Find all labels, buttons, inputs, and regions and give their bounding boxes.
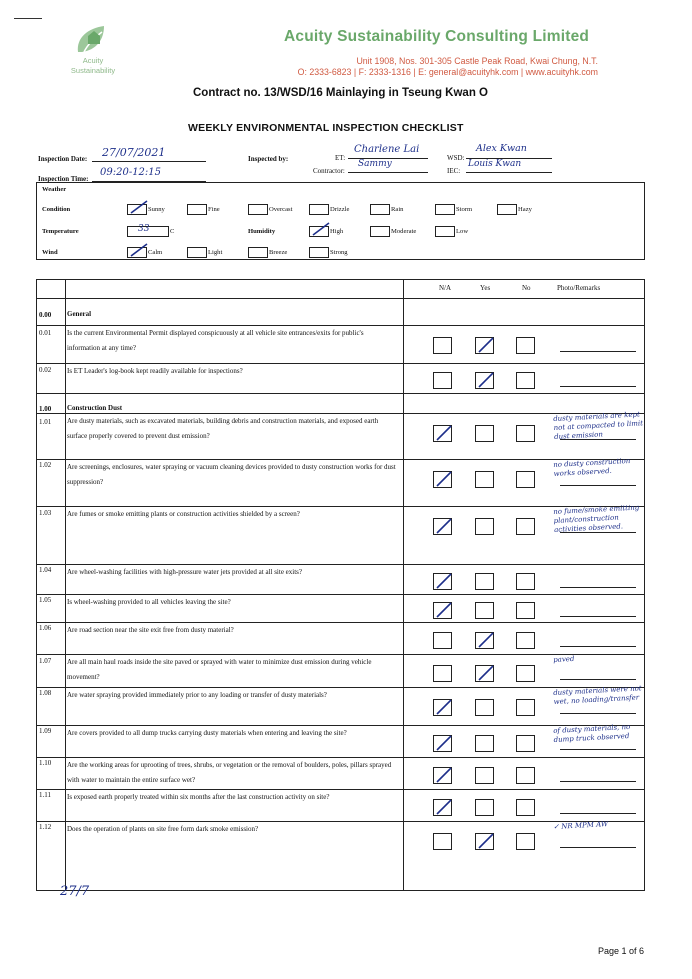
remark-line <box>560 713 636 714</box>
answer-checkbox-yes[interactable] <box>475 602 494 619</box>
item-number: 1.08 <box>39 689 52 697</box>
remark-line <box>560 847 636 848</box>
weather-title: Weather <box>42 186 67 193</box>
condition-fine-checkbox[interactable] <box>187 204 207 215</box>
item-number: 1.03 <box>39 509 52 517</box>
wind-breeze-checkbox[interactable] <box>248 247 268 258</box>
item-question: Is exposed earth properly treated within six months after the last construction activity on site? <box>67 793 330 801</box>
time-value: 09:20-12:15 <box>100 167 162 178</box>
condition-rain-checkbox[interactable] <box>370 204 390 215</box>
humidity-option-low: Low <box>456 228 469 235</box>
check-mark-icon <box>476 664 495 681</box>
item-question: Are wheel-washing facilities with high-pressure water jets provided at all site exits? <box>67 568 303 576</box>
check-mark-icon <box>434 798 453 815</box>
condition-label: Condition <box>42 206 71 213</box>
check-mark-icon <box>434 424 453 441</box>
item-number: 1.01 <box>39 418 52 426</box>
check-mark-icon <box>311 221 331 237</box>
remark-line <box>560 679 636 680</box>
answer-checkbox-no[interactable] <box>516 573 535 590</box>
item-question: Are water spraying provided immediately prior to any loading or transfer of dusty materials? <box>67 691 327 699</box>
row-divider <box>37 393 644 394</box>
item-number: 1.05 <box>39 596 52 604</box>
logo-text <box>58 56 128 76</box>
item-number: 1.12 <box>39 823 52 831</box>
iec-value: Louis Kwan <box>468 159 522 169</box>
condition-option-rain: Rain <box>391 206 404 213</box>
condition-drizzle-checkbox[interactable] <box>309 204 329 215</box>
et-field[interactable] <box>348 146 428 159</box>
wsd-label: WSD: <box>447 154 465 162</box>
item-question: Are all main haul roads inside the site paved or sprayed with water to minimize dust emission during vehicle movement? <box>67 658 372 681</box>
wind-option-light: Light <box>208 249 223 256</box>
answer-checkbox-yes[interactable] <box>475 799 494 816</box>
item-question: Are dusty materials, such as excavated materials, building debris and construction materials, and exposed earth surface properly covered to prevent dust emission? <box>67 417 379 440</box>
time-label: Inspection Time: <box>38 175 89 183</box>
answer-checkbox-yes[interactable] <box>475 699 494 716</box>
temperature-label: Temperature <box>42 228 79 235</box>
section-number: 1.00 <box>39 405 52 413</box>
remark-line <box>560 749 636 750</box>
item-question: Are screenings, enclosures, water spraying or vacuum cleaning devices provided to dusty construction works for dust suppression? <box>67 463 396 486</box>
condition-option-overcast: Overcast <box>269 206 293 213</box>
item-question: Is wheel-washing provided to all vehicles leaving the site? <box>67 598 231 606</box>
handwritten-remark: no fume/smoke emitting plant/construction activities observed. <box>553 503 640 534</box>
iec-field[interactable] <box>466 160 552 173</box>
handwritten-remark: ✓ NR MPM AW <box>553 820 609 831</box>
answer-checkbox-yes[interactable] <box>475 518 494 535</box>
page-number: Page 1 of 6 <box>597 946 644 956</box>
item-question: Are fumes or smoke emitting plants or construction activities shielded by a screen? <box>67 510 300 518</box>
section-number: 0.00 <box>39 311 52 319</box>
weather-section <box>36 182 645 260</box>
column-header-remarks: Photo/Remarks <box>557 284 601 292</box>
contractor-value: Sammy <box>358 159 392 169</box>
page-title: WEEKLY ENVIRONMENTAL INSPECTION CHECKLIST <box>188 122 464 134</box>
condition-option-hazy: Hazy <box>518 206 532 213</box>
contractor-field[interactable] <box>348 160 428 173</box>
column-divider <box>403 280 404 890</box>
company-contact: O: 2333-6823 | F: 2333-1316 | E: general@acuityhk.com | www.acuityhk.com <box>297 67 598 77</box>
check-mark-icon <box>129 242 149 258</box>
item-question: Is the current Environmental Permit displayed conspicuously at all vehicle site entrances/exits for public's information at any time? <box>67 329 364 352</box>
wsd-field[interactable] <box>466 143 552 159</box>
check-mark-icon <box>476 631 495 648</box>
answer-checkbox-na[interactable] <box>433 337 452 354</box>
inspected-by-label: Inspected by: <box>248 155 289 163</box>
remark-line <box>560 813 636 814</box>
item-number: 1.02 <box>39 461 52 469</box>
item-question: Are the working areas for uprooting of trees, shrubs, or vegetation or the removal of boulders, poles, pillars sprayed with water to maintain the entire surface wet? <box>67 761 392 784</box>
row-divider <box>37 298 644 299</box>
answer-checkbox-yes[interactable] <box>475 767 494 784</box>
handwritten-remark: paved <box>553 654 575 664</box>
contractor-label: Contractor: <box>313 167 345 175</box>
wind-light-checkbox[interactable] <box>187 247 207 258</box>
item-number: 1.04 <box>39 566 52 574</box>
item-question: Does the operation of plants on site free form dark smoke emission? <box>67 825 259 833</box>
wind-option-strong: Strong <box>330 249 348 256</box>
answer-checkbox-no[interactable] <box>516 337 535 354</box>
humidity-moderate-checkbox[interactable] <box>370 226 390 237</box>
checklist-table <box>36 279 645 891</box>
item-number: 1.09 <box>39 727 52 735</box>
answer-checkbox-no[interactable] <box>516 471 535 488</box>
time-field[interactable] <box>92 168 206 182</box>
logo-line-2: Sustainability <box>70 66 116 75</box>
iec-label: IEC: <box>447 167 461 175</box>
answer-checkbox-no[interactable] <box>516 735 535 752</box>
et-label: ET: <box>335 154 346 162</box>
company-logo-icon <box>70 22 114 60</box>
answer-checkbox-no[interactable] <box>516 602 535 619</box>
wind-option-calm: Calm <box>148 249 163 256</box>
handwritten-remark: dusty materials are kept not at compacted to limit dust emission <box>553 410 644 441</box>
item-question: Are covers provided to all dump trucks carrying dusty materials when entering and leaving the site? <box>67 729 347 737</box>
item-number: 0.01 <box>39 329 52 337</box>
wind-option-breeze: Breeze <box>269 249 288 256</box>
remark-line <box>560 351 636 352</box>
item-question: Is ET Leader's log-book kept readily available for inspections? <box>67 367 243 375</box>
humidity-low-checkbox[interactable] <box>435 226 455 237</box>
check-mark-icon <box>434 698 453 715</box>
column-header-yes: Yes <box>480 284 491 292</box>
column-header-no: No <box>522 284 531 292</box>
wind-strong-checkbox[interactable] <box>309 247 329 258</box>
answer-checkbox-na[interactable] <box>433 833 452 850</box>
answer-checkbox-no[interactable] <box>516 799 535 816</box>
humidity-option-high: High <box>330 228 344 235</box>
temperature-unit: C <box>170 228 175 235</box>
item-number: 0.02 <box>39 366 52 374</box>
answer-checkbox-no[interactable] <box>516 372 535 389</box>
answer-checkbox-na[interactable] <box>433 665 452 682</box>
handwritten-remark: no dusty construction works observed. <box>553 456 631 478</box>
answer-checkbox-yes[interactable] <box>475 471 494 488</box>
answer-checkbox-yes[interactable] <box>475 573 494 590</box>
logo-line-1: Acuity <box>82 56 104 65</box>
column-header-na: N/A <box>439 284 452 292</box>
answer-checkbox-na[interactable] <box>433 632 452 649</box>
check-mark-icon <box>434 470 453 487</box>
remark-line <box>560 485 636 486</box>
temperature-field[interactable] <box>127 226 169 237</box>
check-mark-icon <box>434 572 453 589</box>
condition-option-sunny: Sunny <box>148 206 165 213</box>
remark-line <box>560 386 636 387</box>
item-number: 1.06 <box>39 624 52 632</box>
answer-checkbox-no[interactable] <box>516 665 535 682</box>
et-value: Charlene Lai <box>354 144 420 155</box>
condition-storm-checkbox[interactable] <box>435 204 455 215</box>
answer-checkbox-no[interactable] <box>516 699 535 716</box>
item-number: 1.07 <box>39 657 52 665</box>
humidity-option-moderate: Moderate <box>391 228 417 235</box>
check-mark-icon <box>129 199 149 215</box>
handwritten-remark: dusty materials were not wet, no loading/transfer <box>553 684 642 706</box>
condition-option-fine: Fine <box>208 206 220 213</box>
check-mark-icon <box>476 832 495 849</box>
initial-signature: 27/7 <box>60 884 90 899</box>
answer-checkbox-no[interactable] <box>516 425 535 442</box>
section-title: Construction Dust <box>67 404 123 412</box>
date-field[interactable] <box>92 148 206 162</box>
wind-label: Wind <box>42 249 58 256</box>
contract-line: Contract no. 13/WSD/16 Mainlaying in Tseung Kwan O <box>193 87 488 99</box>
scan-mark <box>14 18 42 19</box>
condition-overcast-checkbox[interactable] <box>248 204 268 215</box>
check-mark-icon <box>434 517 453 534</box>
item-question: Are road section near the site exit free from dusty material? <box>67 626 234 634</box>
handwritten-remark: of dusty materials, no dump truck observed <box>553 722 631 744</box>
answer-checkbox-no[interactable] <box>516 518 535 535</box>
temperature-value: 33 <box>138 224 150 234</box>
date-label: Inspection Date: <box>38 155 88 163</box>
remark-line <box>560 616 636 617</box>
answer-checkbox-na[interactable] <box>433 372 452 389</box>
condition-hazy-checkbox[interactable] <box>497 204 517 215</box>
wsd-value: Alex Kwan <box>476 143 527 154</box>
remark-line <box>560 587 636 588</box>
answer-checkbox-no[interactable] <box>516 632 535 649</box>
check-mark-icon <box>434 601 453 618</box>
check-mark-icon <box>476 371 495 388</box>
remark-line <box>560 646 636 647</box>
answer-checkbox-no[interactable] <box>516 767 535 784</box>
answer-checkbox-yes[interactable] <box>475 425 494 442</box>
date-value: 27/07/2021 <box>102 146 166 159</box>
check-mark-icon <box>476 336 495 353</box>
check-mark-icon <box>434 734 453 751</box>
column-divider <box>65 280 66 890</box>
condition-option-drizzle: Drizzle <box>330 206 350 213</box>
condition-option-storm: Storm <box>456 206 473 213</box>
check-mark-icon <box>434 766 453 783</box>
company-address: Unit 1908, Nos. 301-305 Castle Peak Road, Kwai Chung, N.T. <box>356 56 598 66</box>
answer-checkbox-yes[interactable] <box>475 735 494 752</box>
section-title: General <box>67 310 92 318</box>
humidity-label: Humidity <box>248 228 276 235</box>
answer-checkbox-no[interactable] <box>516 833 535 850</box>
item-number: 1.11 <box>39 791 51 799</box>
item-number: 1.10 <box>39 759 52 767</box>
remark-line <box>560 781 636 782</box>
company-name: Acuity Sustainability Consulting Limited <box>284 28 590 45</box>
